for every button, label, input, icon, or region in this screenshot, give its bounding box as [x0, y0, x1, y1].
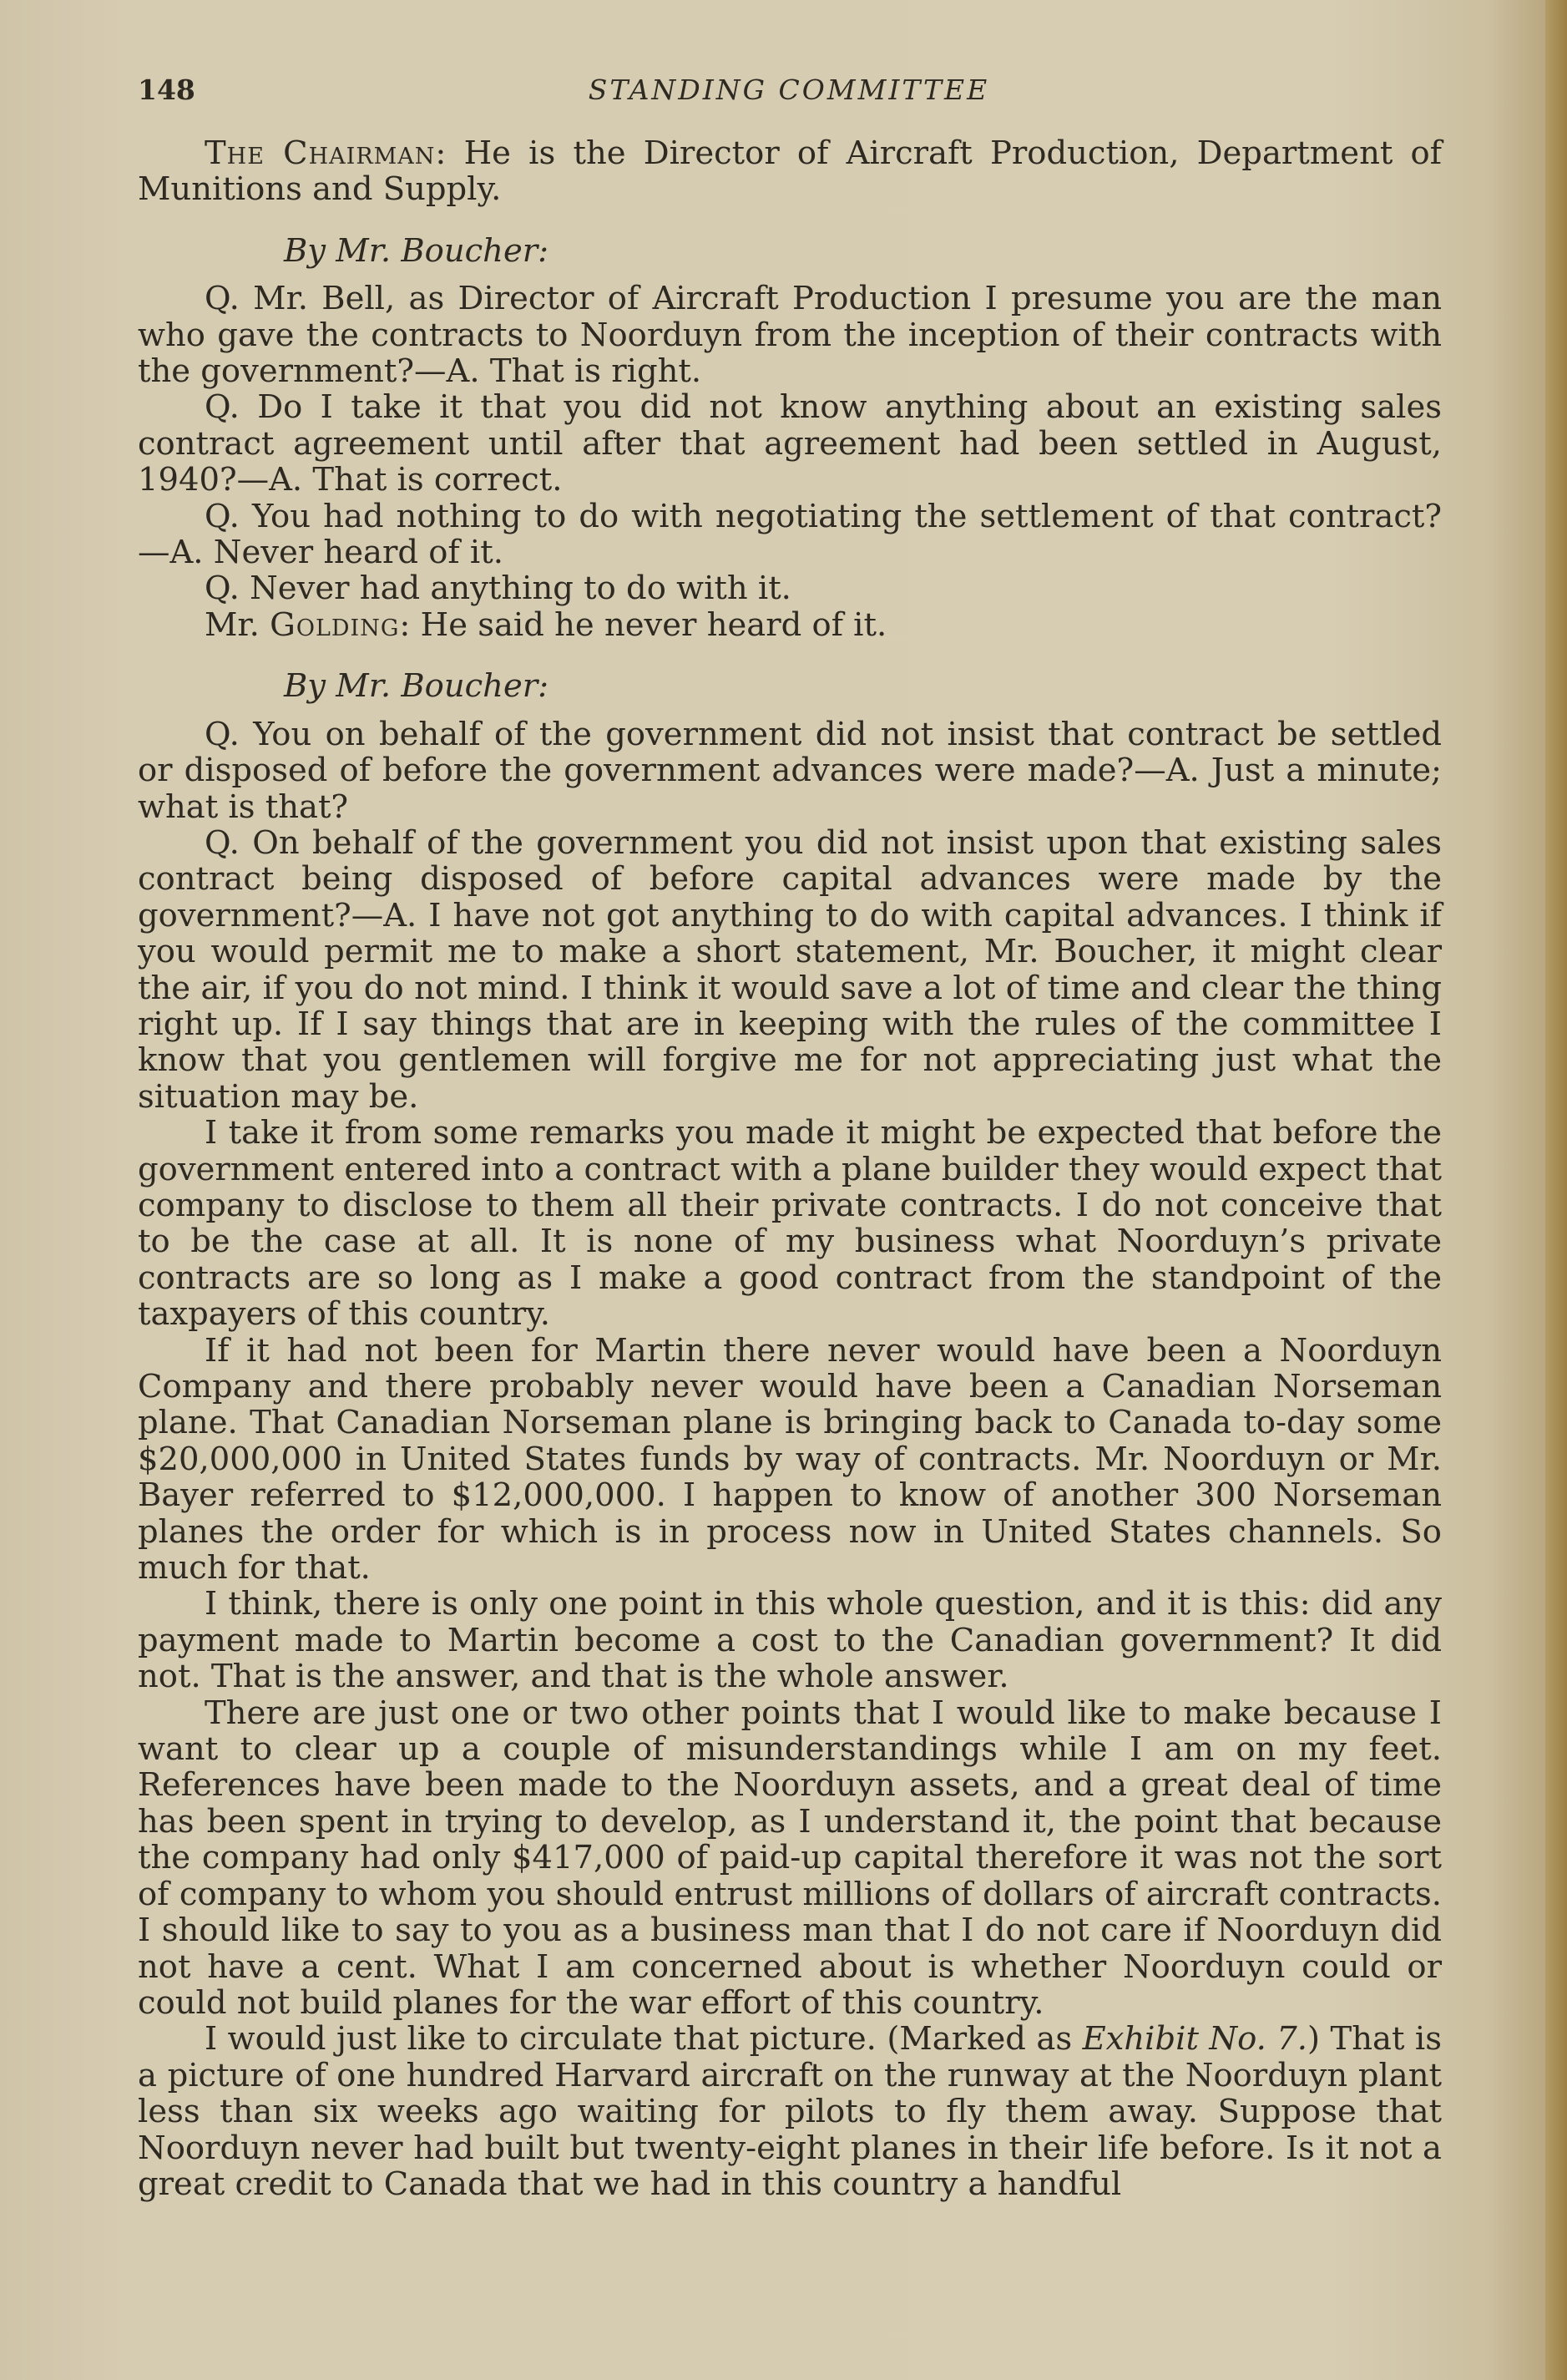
speaker-name: Golding	[270, 605, 400, 644]
questioner-heading: By Mr. Boucher:	[284, 231, 549, 270]
paragraph: Q. Mr. Bell, as Director of Aircraft Production I presume you are the man who gave the contracts to Noorduyn from the inception of their contracts with the government?—A. That is right.	[138, 280, 1442, 391]
running-title: STANDING COMMITTEE	[588, 73, 990, 106]
speaker-name: The Chairman	[205, 134, 436, 172]
page-number: 148	[138, 73, 195, 106]
book-spine-edge	[1545, 0, 1567, 2380]
body-text	[138, 135, 1442, 2202]
chairman-statement: The Chairman: He is the Director of Aircraft Production, Department of Munitions and Supply.	[138, 134, 1442, 209]
paragraph: Q. Never had anything to do with it.	[205, 570, 791, 608]
page-header	[138, 73, 1440, 115]
exhibit-reference: Exhibit No. 7.	[1082, 2020, 1308, 2058]
paragraph: Q. You on behalf of the government did not insist that contract be settled or disposed of before the government advances were made?—A. Just a minute; what is that?	[138, 715, 1442, 826]
paragraph: Q. Do I take it that you did not know anything about an existing sales contract agreement until after that agreement had been settled in August, 1940?—A. That is correct.	[138, 388, 1442, 499]
paragraph: I think, there is only one point in this whole question, and it is this: did any payment made to Martin become a cost to the Canadian government? It did not. That is the answer, and that is the whole answer.	[138, 1585, 1442, 1696]
paragraph: I take it from some remarks you made it might be expected that before the government entered into a contract with a plane builder they would expect that company to disclose to them all their private contracts. I do not conceive that to be the case at all. It is none of my business what Noorduyn’s private contracts are so long as I make a good contract from the standpoint of the taxpayers of this country.	[138, 1114, 1442, 1334]
paragraph: Q. On behalf of the government you did not insist upon that existing sales contract being disposed of before capital advances were made by the government?—A. I have not got anything to do with capital advances. I think if you would permit me to make a short statement, Mr. Boucher, it might clear the air, if you do not mind. I think it would save a lot of time and clear the thing right up. If I say things that are in keeping with the rules of the committee I know that you gentlemen will forgive me for not appreciating just what the situation may be.	[138, 823, 1442, 1116]
paragraph: If it had not been for Martin there never would have been a Noorduyn Company and there probably never would have been a Canadian Norseman plane. That Canadian Norseman plane is bringing back to Canada to-day some $20,000,000 in United States funds by way of contracts. Mr. Noorduyn or Mr. Bayer referred to $12,000,000. I happen to know of another 300 Norseman planes the order for which is in process now in United States channels. So much for that.	[138, 1331, 1442, 1588]
paragraph: Q. You had nothing to do with negotiating the settlement of that contract?—A. Never heard of it.	[138, 497, 1442, 572]
questioner-heading: By Mr. Boucher:	[284, 667, 549, 706]
golding-statement: Mr. Golding: He said he never heard of it.	[205, 605, 887, 644]
paragraph: I would just like to circulate that picture. (Marked as Exhibit No. 7.) That is a picture of one hundred Harvard aircraft on the runway at the Noorduyn plant less than six weeks ago waiting for pilots to fly them away. Suppose that Noorduyn never had built but twenty-eight planes in their life before. Is it not a great credit to Canada that we had in this country a handful	[138, 2020, 1442, 2203]
paragraph: There are just one or two other points that I would like to make because I want to clear up a couple of misunderstandings while I am on my feet. References have been made to the Noorduyn assets, and a great deal of time has been spent in trying to develop, as I understand it, the point that because the company had only $417,000 of paid-up capital therefore it was not the sort of company to whom you should entrust millions of dollars of aircraft contracts. I should like to say to you as a business man that I do not care if Noorduyn did not have a cent. What I am concerned about is whether Noorduyn could or could not build planes for the war effort of this country.	[138, 1694, 1442, 2022]
